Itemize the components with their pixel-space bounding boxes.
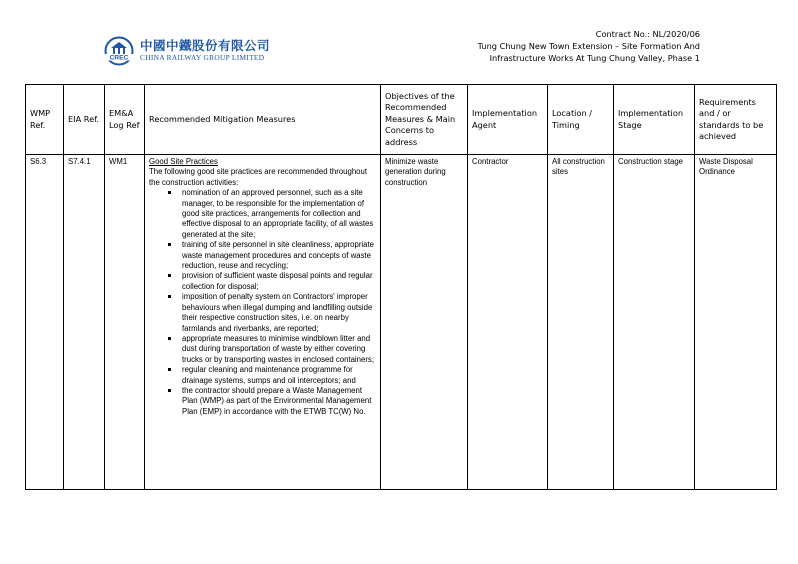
list-item: the contractor should prepare a Waste Management Plan (WMP) as part of the Environmental Management Plan (EMP) in accordance with the ETWB TC(W) No.	[182, 386, 376, 417]
header-requirements: Requirements and / or standards to be achieved	[695, 85, 777, 155]
logo-mark-text: CREC	[109, 54, 129, 62]
logo-text	[140, 39, 270, 63]
cell-ema-ref: WM1	[105, 155, 145, 490]
measures-list	[149, 188, 376, 417]
cell-implementation-agent: Contractor	[468, 155, 548, 490]
logo-chinese-name: 中國中鐵股份有限公司	[140, 38, 271, 53]
cell-implementation-stage: Construction stage	[614, 155, 695, 490]
project-title-line-1: Tung Chung New Town Extension – Site Formation And	[477, 41, 700, 51]
measures-title: Good Site Practices	[149, 157, 218, 166]
crec-logo-icon	[102, 36, 136, 66]
contract-number: Contract No.: NL/2020/06	[595, 29, 700, 39]
table-header-row	[26, 85, 777, 155]
table-row	[26, 155, 777, 490]
project-title-line-2: Infrastructure Works At Tung Chung Valley, Phase 1	[489, 53, 700, 63]
header-objectives: Objectives of the Recommended Measures & Main Concerns to address	[381, 85, 468, 155]
list-item: appropriate measures to minimise windblown litter and dust during transportation of waste by either covering trucks or by transporting wastes in enclosed containers;	[182, 334, 376, 365]
header-location-timing: Location / Timing	[548, 85, 614, 155]
cell-mitigation-measures	[145, 155, 381, 490]
list-item: training of site personnel in site cleanliness, appropriate waste management procedures and concepts of waste reduction, reuse and recycling;	[182, 240, 375, 271]
list-item: nomination of an approved personnel, such as a site manager, to be responsible for the implementation of good site practices, arrangements for collection and effective disposal to an appropriate facility, of all wastes generated at the site;	[182, 188, 376, 240]
mitigation-measures-table	[25, 84, 777, 490]
header-wmp-ref: WMP Ref.	[26, 85, 64, 155]
document-header-info	[478, 28, 700, 64]
list-item: provision of sufficient waste disposal points and regular collection for disposal;	[182, 271, 376, 292]
header-implementation-agent: Implementation Agent	[468, 85, 548, 155]
header-mitigation-measures: Recommended Mitigation Measures	[145, 85, 381, 155]
company-logo	[102, 36, 270, 66]
header-implementation-stage: Implementation Stage	[614, 85, 695, 155]
logo-english-name: CHINA RAILWAY GROUP LIMITED	[140, 53, 265, 62]
header-eia-ref: EIA Ref.	[64, 85, 105, 155]
measures-intro: The following good site practices are recommended throughout the construction activities:	[149, 167, 368, 187]
cell-eia-ref: S7.4.1	[64, 155, 105, 490]
list-item: regular cleaning and maintenance programme for drainage systems, sumps and oil interceptors; and	[182, 365, 376, 386]
cell-requirements: Waste Disposal Ordinance	[695, 155, 777, 490]
list-item: imposition of penalty system on Contractors' improper behaviours when illegal dumping and landfilling outside their respective construction sites, i.e. on nearby farmlands and riverbanks, are reported;	[182, 292, 376, 334]
cell-objectives: Minimize waste generation during construction	[381, 155, 468, 490]
header-ema-log-ref: EM&A Log Ref	[105, 85, 145, 155]
cell-wmp-ref: S6.3	[26, 155, 64, 490]
cell-location-timing: All construction sites	[548, 155, 614, 490]
